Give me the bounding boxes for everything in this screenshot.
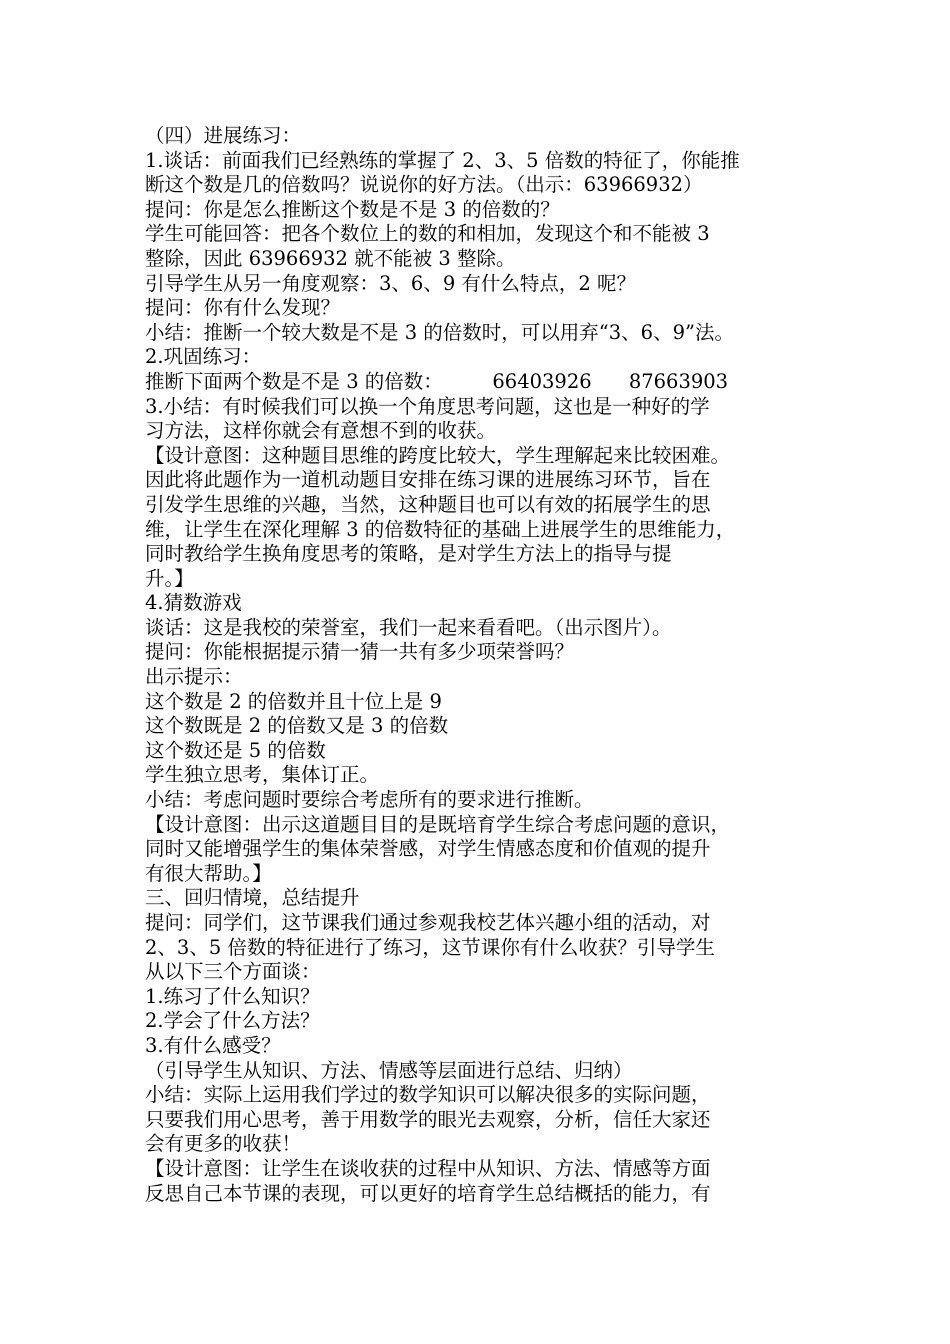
text-line: 引导学生从另一角度观察：3、6、9 有什么特点，2 呢？: [145, 271, 637, 295]
design-intent-line: 维，让学生在深化理解 3 的倍数特征的基础上进展学生的思维能力，: [145, 517, 736, 541]
text-line: 谈话：这是我校的荣誉室，我们一起来看看吧。（出示图片）。: [145, 615, 672, 639]
document-body: [145, 124, 825, 1206]
text-line: 会有更多的收获！: [145, 1132, 302, 1156]
design-intent-line: 【设计意图：让学生在谈收获的过程中从知识、方法、情感等方面: [145, 1156, 711, 1180]
text-line: 1.谈话：前面我们已经熟练的掌握了 2、3、5 倍数的特征了，你能推: [145, 148, 740, 172]
design-intent-line: 升。】: [145, 566, 194, 590]
text-line: 出示提示：: [145, 665, 243, 689]
text-line: 整除，因此 63966932 就不能被 3 整除。: [145, 246, 516, 270]
text-line: 学生可能回答：把各个数位上的数的和相加，发现这个和不能被 3: [145, 222, 710, 246]
text-line: 只要我们用心思考，善于用数学的眼光去观察，分析，信任大家还: [145, 1107, 711, 1131]
text-line: 小结：推断一个较大数是不是 3 的倍数时，可以用弃“3、6、9”法。: [145, 320, 734, 344]
text-line: 这个数是 2 的倍数并且十位上是 9: [145, 689, 442, 713]
text-line: 2.学会了什么方法？: [145, 1009, 320, 1033]
design-intent-line: 引发学生思维的兴趣，当然，这种题目也可以有效的拓展学生的思: [145, 492, 711, 516]
design-intent-line: 【设计意图：这种题目思维的跨度比较大，学生理解起来比较困难。: [145, 443, 731, 467]
text-line: 2、3、5 倍数的特征进行了练习，这节课你有什么收获？引导学生: [145, 935, 715, 959]
text-line: 3.有什么感受？: [145, 1033, 281, 1057]
text-line: 2.巩固练习：: [145, 345, 262, 369]
text-line: 这个数还是 5 的倍数: [145, 738, 326, 762]
text-line: 断这个数是几的倍数吗？说说你的好方法。（出示：63966932）: [145, 173, 703, 197]
text-line: 从以下三个方面谈：: [145, 960, 321, 984]
text-line: 提问：同学们，这节课我们通过参观我校艺体兴趣小组的活动，对: [145, 911, 711, 934]
text-line: 提问：你有什么发现？: [145, 296, 341, 320]
design-intent-line: 同时又能增强学生的集体荣誉感，对学生情感态度和价值观的提升: [145, 837, 711, 861]
design-intent-line: 有很大帮助。】: [145, 861, 272, 885]
text-line: 提问：你能根据提示猜一猜一共有多少项荣誉吗？: [145, 640, 575, 664]
text-line: 小结：实际上运用我们学过的数学知识可以解决很多的实际问题，: [145, 1083, 711, 1107]
text-line: 推断下面两个数是不是 3 的倍数： 66403926 87663903: [145, 369, 729, 393]
text-line: 4.猜数游戏: [145, 591, 242, 615]
design-intent-line: 反思自己本节课的表现，可以更好的培育学生总结概括的能力，有: [145, 1181, 711, 1205]
section-heading: （四）进展练习：: [145, 124, 302, 147]
design-intent-line: 因此将此题作为一道机动题目安排在练习课的进展练习环节，旨在: [145, 468, 711, 492]
text-line: （引导学生从知识、方法、情感等层面进行总结、归纳）: [145, 1058, 633, 1082]
section-heading: 三、回归情境，总结提升: [145, 886, 360, 910]
design-intent-line: 同时教给学生换角度思考的策略，是对学生方法上的指导与提: [145, 542, 672, 566]
text-line: 1.练习了什么知识？: [145, 984, 320, 1008]
text-line: 小结：考虑问题时要综合考虑所有的要求进行推断。: [145, 788, 594, 812]
text-line: 3.小结：有时候我们可以换一个角度思考问题，这也是一种好的学: [145, 394, 710, 418]
text-line: 学生独立思考，集体订正。: [145, 763, 380, 787]
text-line: 提问：你是怎么推断这个数是不是 3 的倍数的？: [145, 197, 560, 221]
text-line: 习方法，这样你就会有意想不到的收获。: [145, 419, 497, 443]
text-line: 这个数既是 2 的倍数又是 3 的倍数: [145, 714, 449, 738]
design-intent-line: 【设计意图：出示这道题目目的是既培育学生综合考虑问题的意识，: [145, 812, 731, 836]
